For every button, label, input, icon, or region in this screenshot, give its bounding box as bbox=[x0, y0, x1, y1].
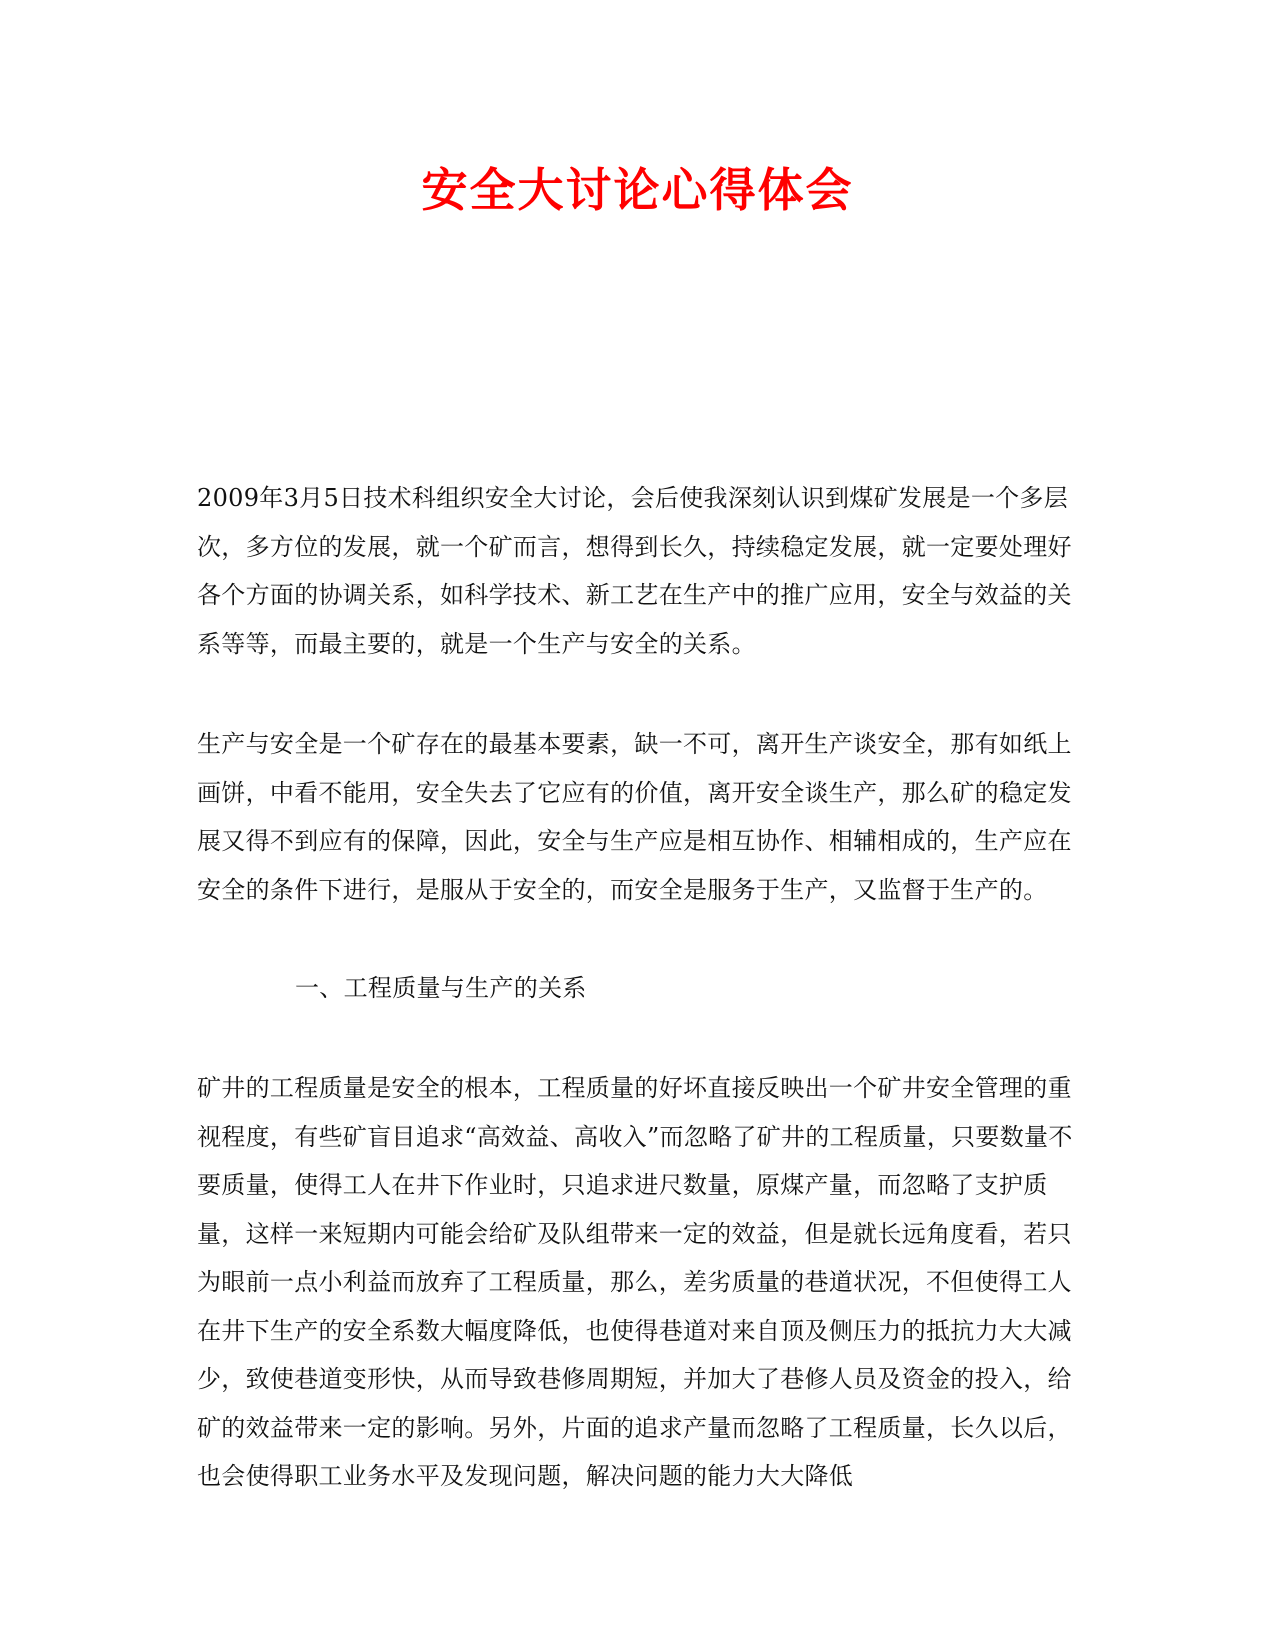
paragraph-engineering-quality: 矿井的工程质量是安全的根本，工程质量的好坏直接反映出一个矿井安全管理的重视程度，有些矿盲目追求“高效益、高收入”而忽略了矿井的工程质量，只要数量不要质量，使得工人在井下作业时，只追求进尺数量，原煤产量，而忽略了支护质量，这样一来短期内可能会给矿及队组带来一定的效益，但是就长远角度看，若只为眼前一点小利益而放弃了工程质量，那么，差劣质量的巷道状况，不但使得工人在井下生产的安全系数大幅度降低，也使得巷道对来自顶及侧压力的抵抗力大大减少，致使巷道变形快，从而导致巷修周期短，并加大了巷修人员及资金的投入，给矿的效益带来一定的影响。另外，片面的追求产量而忽略了工程质量，长久以后，也会使得职工业务水平及发现问题，解决问题的能力大大降低 bbox=[197, 1074, 1073, 1490]
paragraph-intro: 2009年3月5日技术科组织安全大讨论，会后使我深刻认识到煤矿发展是一个多层次，多方位的发展，就一个矿而言，想得到长久，持续稳定发展，就一定要处理好各个方面的协调关系，如科学技术、新工艺在生产中的推广应用，安全与效益的关系等等，而最主要的，就是一个生产与安全的关系。 bbox=[197, 484, 1072, 658]
paragraph-production-safety: 生产与安全是一个矿存在的最基本要素，缺一不可，离开生产谈安全，那有如纸上画饼，中看不能用，安全失去了它应有的价值，离开安全谈生产，那么矿的稳定发展又得不到应有的保障，因此，安全与生产应是相互协作、相辅相成的，生产应在安全的条件下进行，是服从于安全的，而安全是服务于生产，又监督于生产的。 bbox=[197, 730, 1072, 904]
document-title: 安全大讨论心得体会 bbox=[421, 163, 854, 217]
section-heading: 一、工程质量与生产的关系 bbox=[295, 974, 587, 1002]
